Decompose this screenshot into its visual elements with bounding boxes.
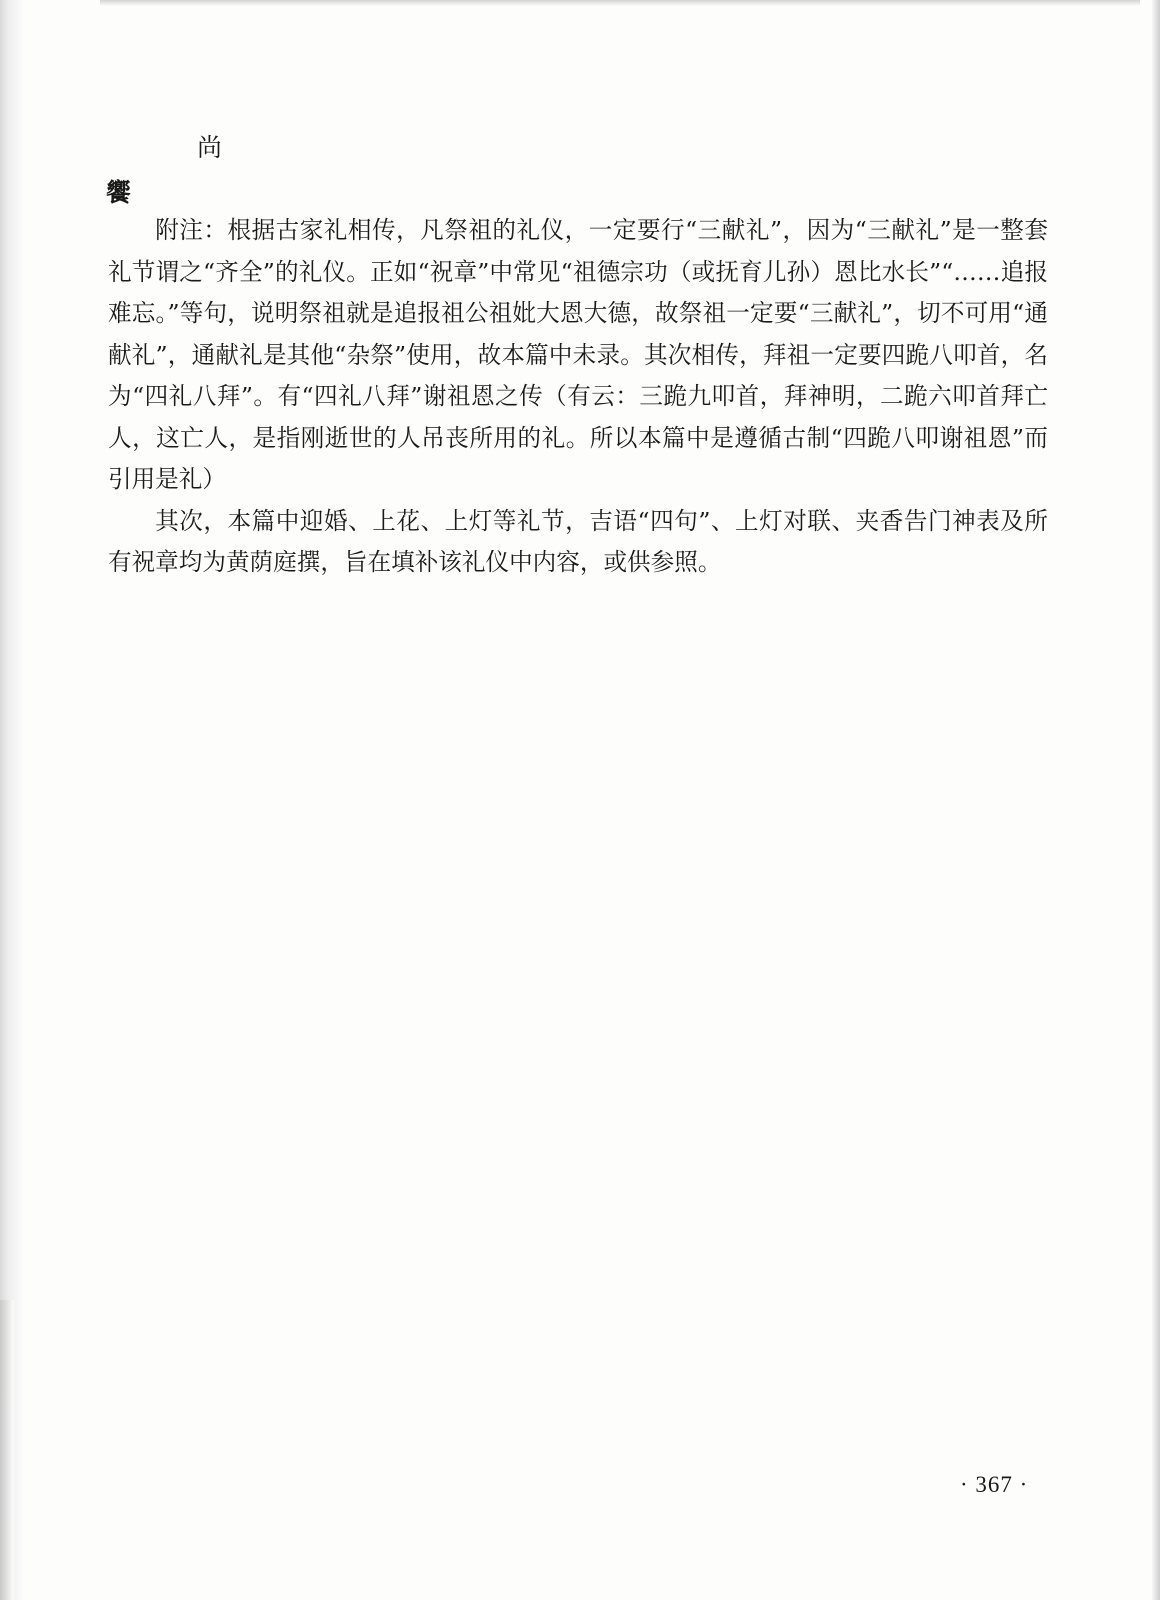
paragraph-secondary: 其次，本篇中迎婚、上花、上灯等礼节，吉语“四句”、上灯对联、夹香告门神表及所有祝章均为黄荫庭撰，旨在填补该礼仪中内容，或供参照。 xyxy=(108,506,1048,576)
scan-edge-shadow xyxy=(1152,0,1160,1600)
body-text xyxy=(108,210,1048,584)
heading-line-1: 尚 xyxy=(197,133,223,162)
scan-edge-shadow xyxy=(100,0,1140,6)
paragraph-note: 附注：根据古家礼相传，凡祭祖的礼仪，一定要行“三献礼”，因为“三献礼”是一整套礼节谓之“齐全”的礼仪。正如“祝章”中常见“祖德宗功（或抚育儿孙）恩比水长”“……追报难忘。”等句，说明祭祖就是追报祖公祖妣大恩大德，故祭祖一定要“三献礼”，切不可用“通献礼”，通献礼是其他“杂祭”使用，故本篇中未录。其次相传，拜祖一定要四跪八叩首，名为“四礼八拜”。有“四礼八拜”谢祖恩之传（有云：三跪九叩首，拜神明，二跪六叩首拜亡人，这亡人，是指刚逝世的人吊丧所用的礼。所以本篇中是遵循古制“四跪八叩谢祖恩”而引用是礼） xyxy=(108,216,1048,493)
page-number: · 367 · xyxy=(960,1472,1029,1497)
heading-line-2: 饗 xyxy=(106,178,132,207)
scan-edge-shadow xyxy=(0,1300,14,1600)
